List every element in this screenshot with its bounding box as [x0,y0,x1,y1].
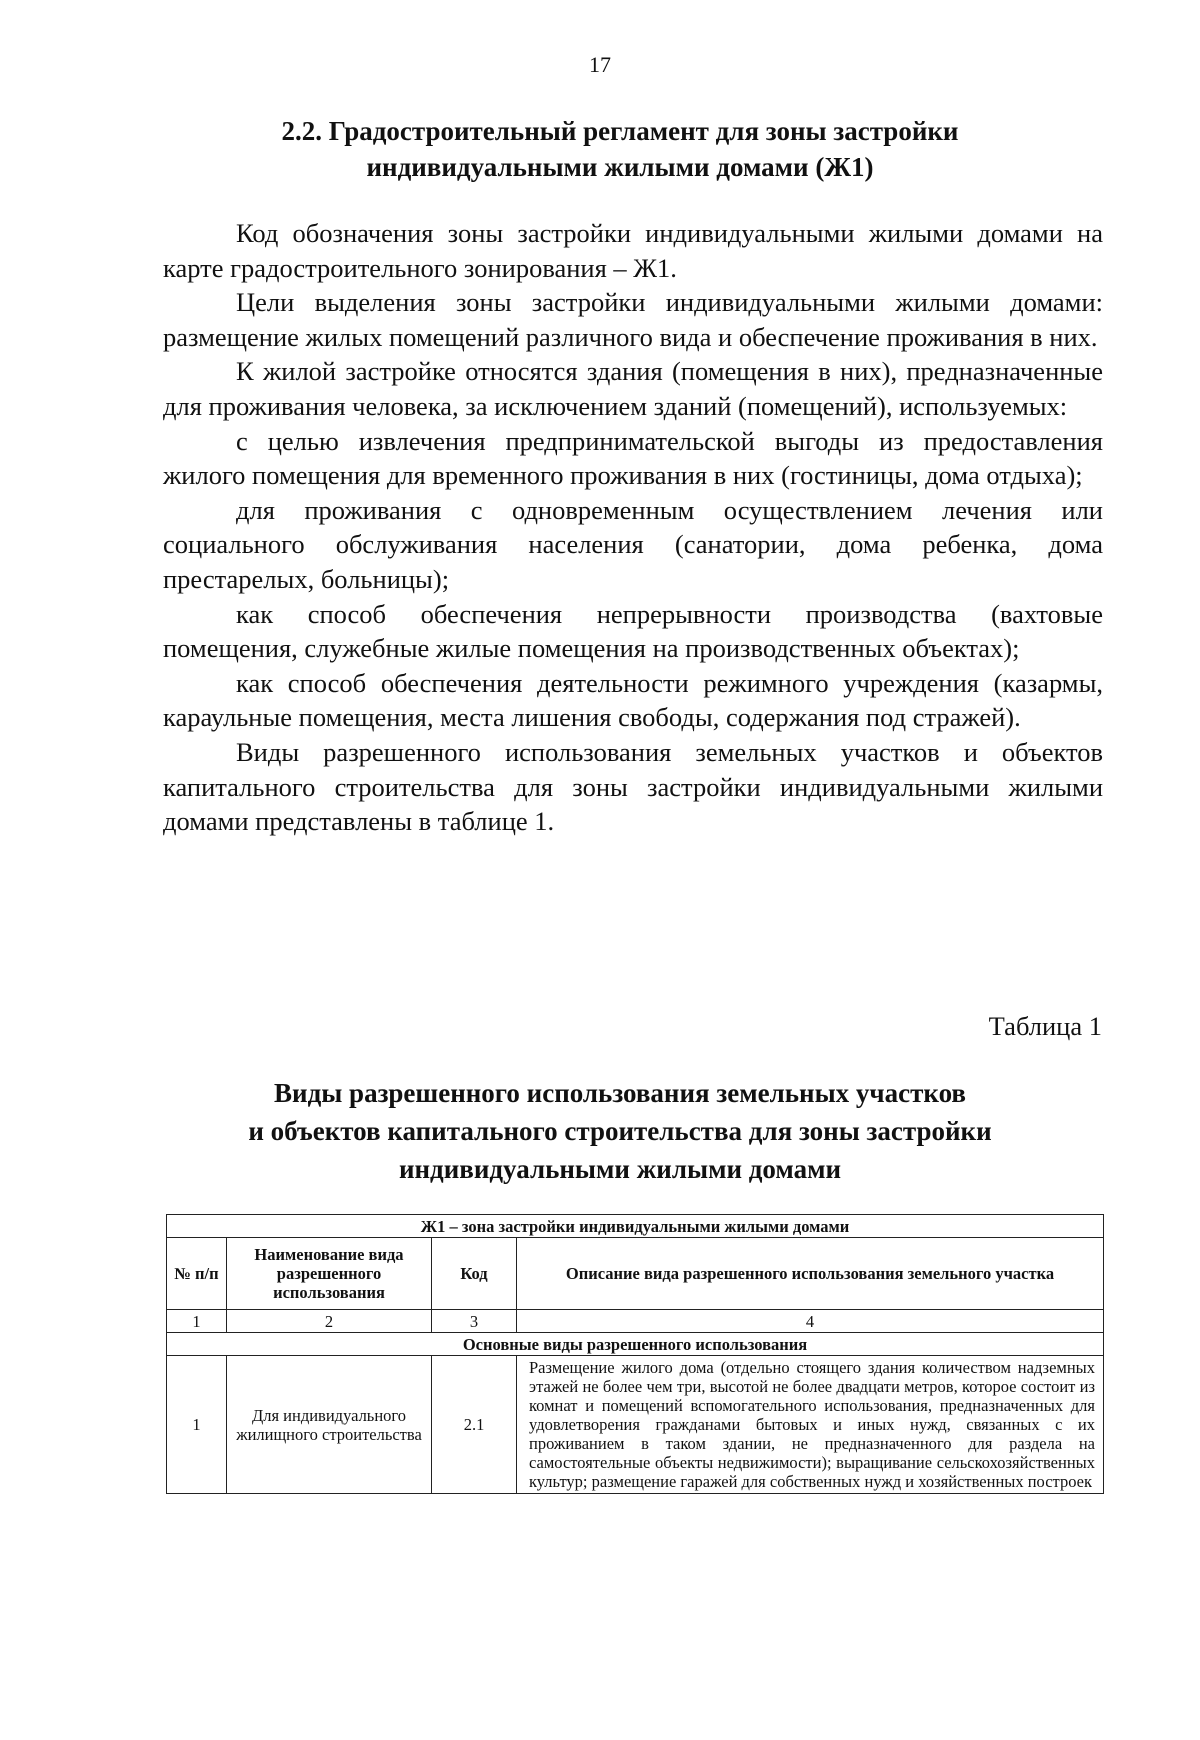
column-number: 3 [432,1310,517,1333]
table-heading [160,1074,1080,1188]
paragraph-exclusion-commercial: с целью извлечения предпринимательской выгоды из предоставления жилого помещения для временного проживания в них (гостиницы, дома отдыха); [163,425,1103,491]
header-number: № п/п [167,1238,227,1310]
zone-title: Ж1 – зона застройки индивидуальными жилыми домами [167,1215,1104,1238]
page-number: 17 [589,52,611,77]
header-name: Наименование вида разрешенного использования [227,1238,432,1310]
section-heading-line-1: 2.2. Градостроительный регламент для зоны застройки [281,116,959,146]
section-heading-line-2: индивидуальными жилыми домами (Ж1) [366,152,874,182]
table-zone-title-row [167,1215,1104,1238]
header-code: Код [432,1238,517,1310]
row-code: 2.1 [432,1356,517,1494]
paragraph-exclusion-production: как способ обеспечения непрерывности производства (вахтовые помещения, служебные жилые помещения на производственных объектах); [163,598,1103,664]
table-row [167,1356,1104,1494]
table-column-numbers-row [167,1310,1104,1333]
table-heading-line-2: и объектов капитального строительства для зоны застройки [248,1116,992,1146]
paragraph-zone-goals: Цели выделения зоны застройки индивидуальными жилыми домами: размещение жилых помещений различного вида и обеспечение проживания в них. [163,287,1103,352]
header-description: Описание вида разрешенного использования земельного участка [517,1238,1104,1310]
table-heading-line-3: индивидуальными жилыми домами [398,1154,842,1184]
section-heading [160,113,1080,185]
table-label: Таблица 1 [988,1011,1102,1041]
body-text [163,216,1103,839]
section-title: Основные виды разрешенного использования [167,1333,1104,1356]
row-number: 1 [167,1356,227,1494]
permitted-use-table [166,1214,1104,1494]
paragraph-exclusion-medical: для проживания с одновременным осуществлением лечения или социального обслуживания населения (санатории, дома ребенка, дома престарелых, больницы); [163,494,1103,594]
column-number: 4 [517,1310,1104,1333]
column-number: 1 [167,1310,227,1333]
row-description: Размещение жилого дома (отдельно стоящего здания количеством надземных этажей не более чем три, высотой не более двадцати метров, которое состоит из комнат и помещений вспомогательного использования, предназначенных для удовлетворения гражданами бытовых и иных нужд, связанных с их проживанием в таком здании, не предназначенного для раздела на самостоятельные объекты недвижимости); выращивание сельскохозяйственных культур; размещение гаражей для собственных нужд и хозяйственных построек [517,1356,1104,1494]
paragraph-residential-definition: К жилой застройке относятся здания (помещения в них), предназначенные для проживания человека, за исключением зданий (помещений), используемых: [163,356,1103,421]
column-number: 2 [227,1310,432,1333]
table-header-row [167,1238,1104,1310]
row-use-name: Для индивидуального жилищного строительства [227,1356,432,1494]
paragraph-exclusion-regime: как способ обеспечения деятельности режимного учреждения (казармы, караульные помещения, места лишения свободы, содержания под стражей). [163,667,1103,733]
paragraph-zone-code: Код обозначения зоны застройки индивидуальными жилыми домами на карте градостроительного зонирования – Ж1. [163,218,1103,283]
paragraph-table-reference: Виды разрешенного использования земельных участков и объектов капитального строительства для зоны застройки индивидуальными жилыми домами представлены в таблице 1. [163,736,1103,837]
table-section-row [167,1333,1104,1356]
table-heading-line-1: Виды разрешенного использования земельных участков [274,1078,966,1108]
